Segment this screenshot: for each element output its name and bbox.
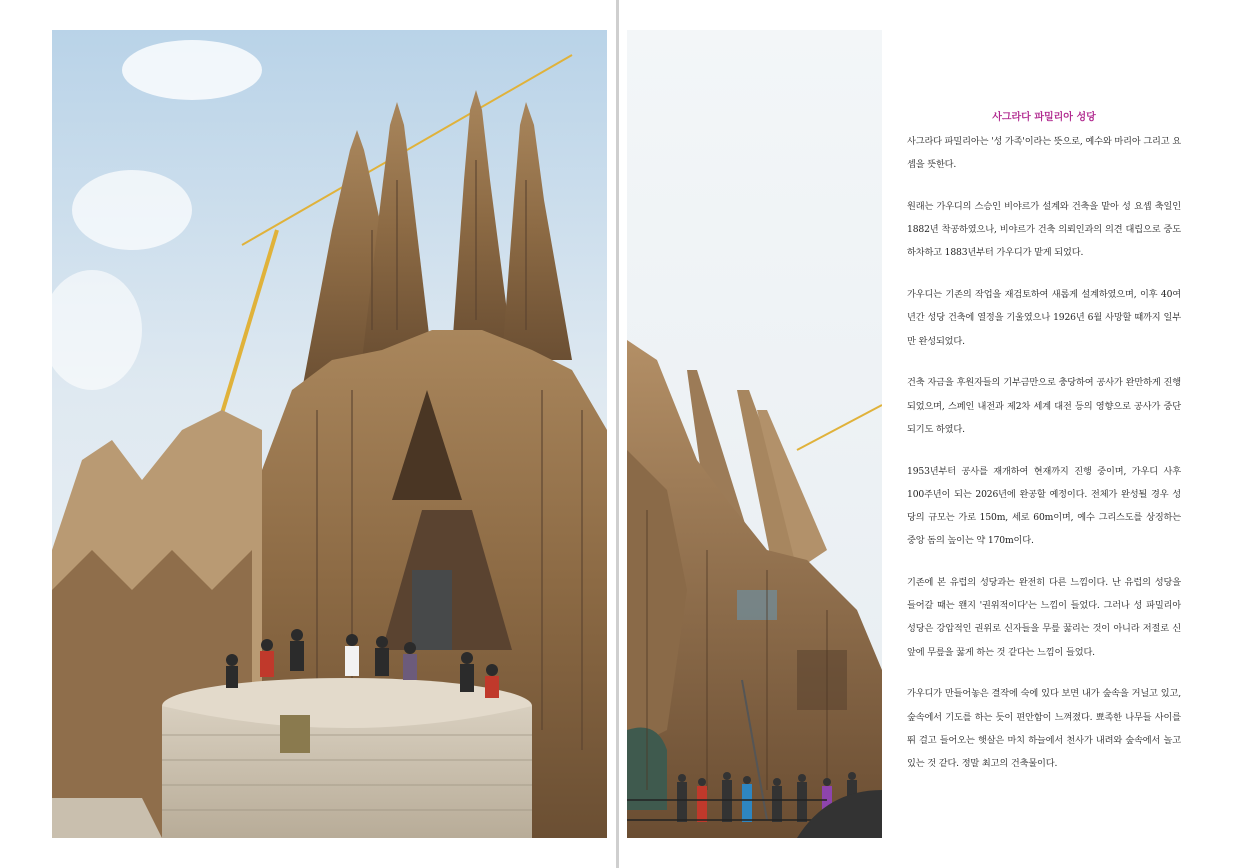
article-paragraph: 가우디가 만들어놓은 결작에 숙에 있다 보면 내가 숲속을 거닐고 있고, 숲속에서 기도를 하는 듯이 편안함이 느껴졌다. 뾰족한 나무들 사이를 뛰 걸고 들어오는 햇살은 마치 하늘에서 천사가 내려와 숲속에서 놀고 있는 것 같다. 정말 최고의 건축물이다. xyxy=(907,688,1181,770)
article-title: 사그라다 파밀리아 성당 xyxy=(992,112,1096,123)
article-paragraph: 가우디는 기존의 작업을 재검토하여 새롭게 설계하였으며, 이후 40여 년간 성당 건축에 열정을 기울였으나 1926년 6월 사망할 때까지 일부만 완성되었다. xyxy=(907,289,1181,347)
article-paragraph: 기존에 본 유럽의 성당과는 완전히 다른 느낌이다. 난 유럽의 성당을 들어갈 때는 왠지 '권위적이다'는 느낌이 들었다. 그러나 성 파밀리아 성당은 강압적인 권위로 신자들을 무릎 꿇리는 것이 아니라 저절로 신 앞에 무릎을 꿇게 하는 것 같다는 느낌이 들었다. xyxy=(907,577,1181,658)
article-paragraph: 건축 자금을 후원자들의 기부금만으로 충당하여 공사가 완만하게 진행되었으며, 스페인 내전과 제2차 세계 대전 등의 영향으로 공사가 중단되기도 하였다. xyxy=(907,377,1181,435)
right-page xyxy=(620,0,1235,868)
left-page xyxy=(0,0,616,868)
article-paragraph: 원래는 가우디의 스승인 비야르가 설계와 건축을 맡아 성 요셉 축일인 1882년 착공하였으나, 비야르가 건축 의뢰인과의 의견 대립으로 중도 하차하고 1883년부터 가우디가 맡게 되었다. xyxy=(907,201,1181,259)
side-illustration xyxy=(627,30,882,838)
facade-illustration xyxy=(52,30,607,838)
sagrada-familia-side-photo xyxy=(627,30,882,838)
article-paragraph: 사그라다 파밀리아는 '성 가족'이라는 뜻으로, 예수와 마리아 그리고 요셉을 뜻한다. xyxy=(907,136,1181,171)
book-gutter xyxy=(616,0,619,868)
article-text-column xyxy=(907,110,1181,794)
article-paragraph: 1953년부터 공사를 재개하여 현재까지 진행 중이며, 가우디 사후 100주년이 되는 2026년에 완공할 예정이다. 전체가 완성될 경우 성당의 규모는 가로 150m, 세로 60m이며, 예수 그리스도를 상징하는 중앙 돔의 높이는 약 170m이다. xyxy=(907,465,1181,547)
sagrada-familia-facade-photo xyxy=(52,30,607,838)
